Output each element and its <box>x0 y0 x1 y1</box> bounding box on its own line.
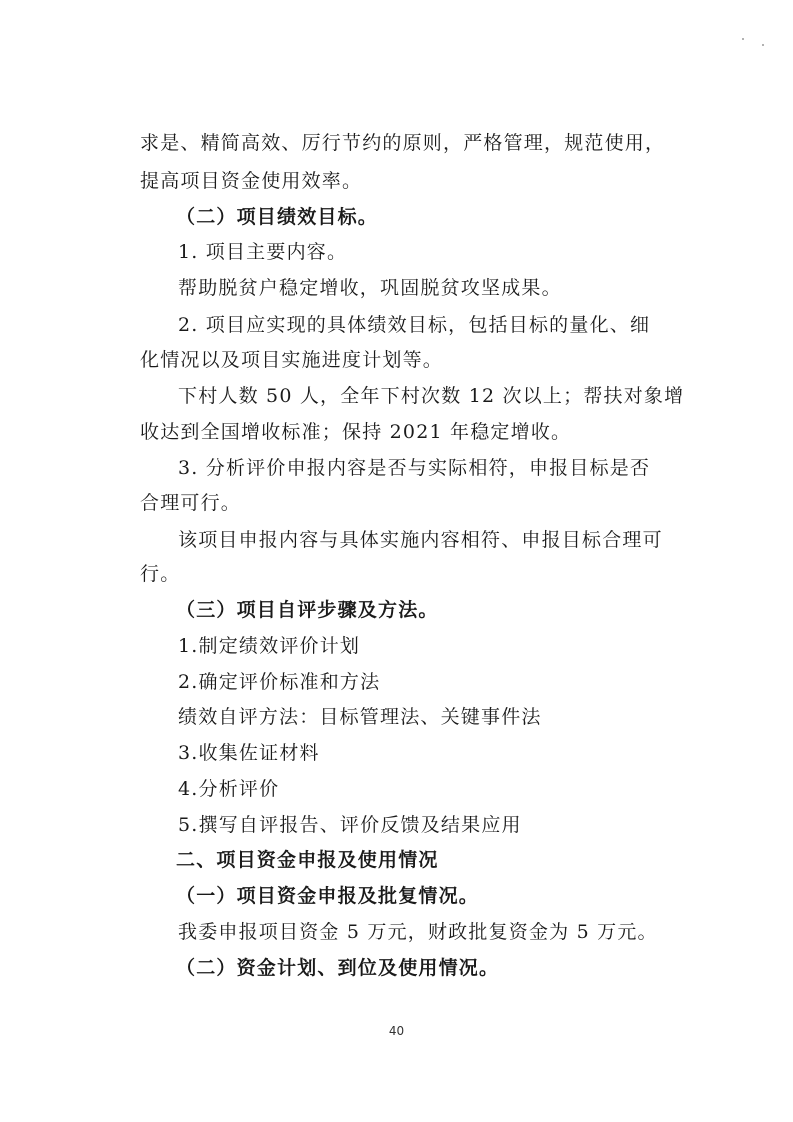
section-heading: （二）项目绩效目标。 <box>176 206 379 228</box>
scan-speck <box>742 38 744 40</box>
list-item: 1.制定绩效评价计划 <box>178 635 361 657</box>
list-item: 5.撰写自评报告、评价反馈及结果应用 <box>178 814 522 836</box>
paragraph-line: 化情况以及项目实施进度计划等。 <box>140 349 444 371</box>
paragraph-line: 合理可行。 <box>140 492 242 514</box>
section-heading: （三）项目自评步骤及方法。 <box>176 599 439 621</box>
paragraph-line: 收达到全国增收标准；保持 2021 年稳定增收。 <box>140 421 572 443</box>
scan-speck <box>762 44 764 46</box>
chapter-heading: 二、项目资金申报及使用情况 <box>176 849 439 871</box>
paragraph-line: 该项目申报内容与具体实施内容相符、申报目标合理可 <box>178 529 663 551</box>
paragraph-line: 帮助脱贫户稳定增收，巩固脱贫攻坚成果。 <box>178 277 562 299</box>
paragraph-line: 求是、精简高效、厉行节约的原则，严格管理，规范使用， <box>140 132 666 154</box>
list-item: 4.分析评价 <box>178 778 280 800</box>
list-item: 2.确定评价标准和方法 <box>178 671 381 693</box>
list-item: 1. 项目主要内容。 <box>178 241 348 263</box>
paragraph-line: 我委申报项目资金 5 万元，财政批复资金为 5 万元。 <box>178 921 658 943</box>
paragraph-line: 提高项目资金使用效率。 <box>140 170 363 192</box>
paragraph-line: 绩效自评方法：目标管理法、关键事件法 <box>178 706 542 728</box>
list-item: 3.收集佐证材料 <box>178 742 320 764</box>
list-item: 2. 项目应实现的具体绩效目标，包括目标的量化、细 <box>178 314 651 336</box>
paragraph-line: 行。 <box>140 563 181 585</box>
section-heading: （一）项目资金申报及批复情况。 <box>176 885 480 907</box>
section-heading: （二）资金计划、到位及使用情况。 <box>176 957 500 979</box>
paragraph-line: 下村人数 50 人，全年下村次数 12 次以上；帮扶对象增 <box>178 385 685 407</box>
list-item: 3. 分析评价申报内容是否与实际相符，申报目标是否 <box>178 457 651 479</box>
page-number: 40 <box>388 1024 405 1038</box>
